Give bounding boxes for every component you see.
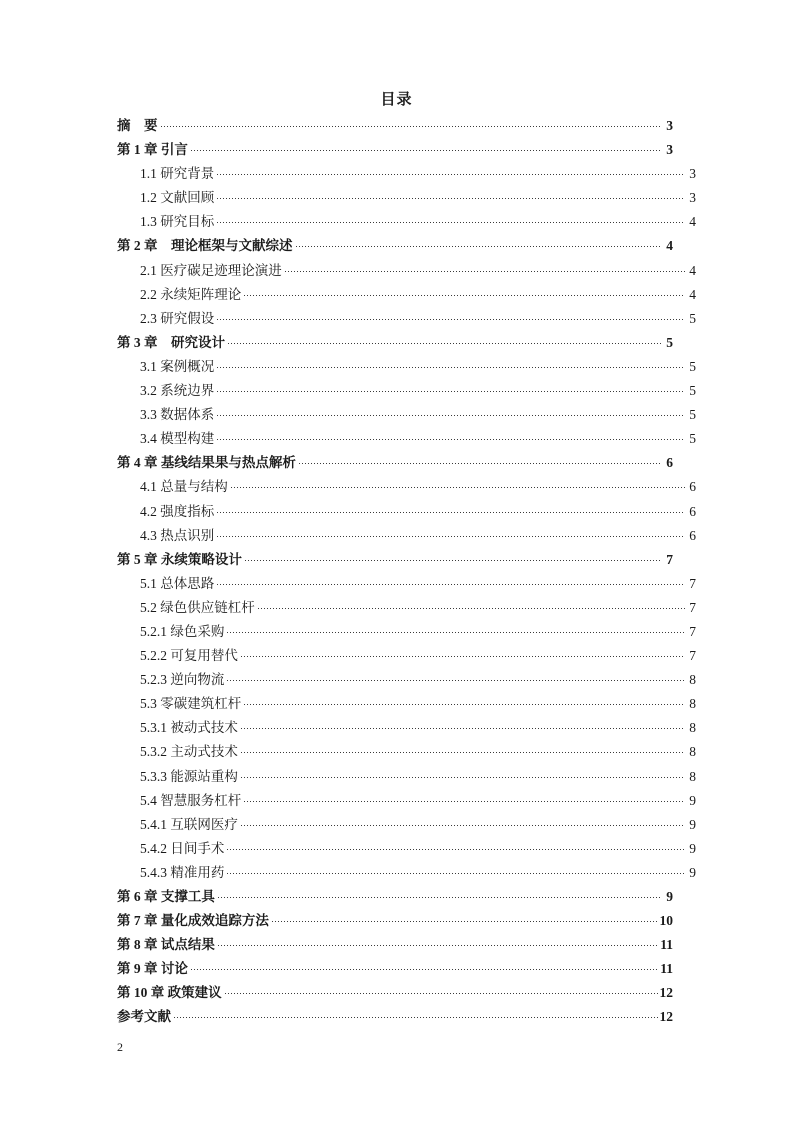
- toc-entry[interactable]: [140, 283, 696, 307]
- toc-dot-leader: [245, 560, 662, 561]
- toc-entry-page-number: 8: [689, 768, 696, 784]
- toc-dot-leader: [217, 367, 685, 368]
- toc-dot-leader: [241, 656, 685, 657]
- toc-entry[interactable]: [140, 716, 696, 740]
- toc-dot-leader: [191, 150, 662, 151]
- toc-dot-leader: [244, 295, 685, 296]
- toc-entry-page-number: 6: [689, 479, 696, 495]
- toc-entry-page-number: 5: [689, 431, 696, 447]
- toc-dot-leader: [244, 801, 685, 802]
- toc-dot-leader: [241, 777, 685, 778]
- toc-entry-label: 第 5 章 永续策略设计: [117, 551, 242, 567]
- toc-entry-page-number: 7: [666, 551, 673, 567]
- toc-entry-page-number: 8: [689, 744, 696, 760]
- toc-entry-page-number: 8: [689, 720, 696, 736]
- toc-entry[interactable]: [140, 789, 696, 813]
- toc-entry[interactable]: [140, 837, 696, 861]
- toc-dot-leader: [218, 945, 658, 946]
- toc-dot-leader: [217, 415, 685, 416]
- toc-entry[interactable]: [117, 114, 673, 138]
- page-number: 2: [117, 1040, 123, 1054]
- toc-entry[interactable]: [140, 403, 696, 427]
- toc-entry-page-number: 7: [689, 648, 696, 664]
- toc-entry[interactable]: [140, 500, 696, 524]
- toc-dot-leader: [217, 512, 685, 513]
- toc-entry[interactable]: [140, 355, 696, 379]
- toc-entry-page-number: 7: [689, 599, 696, 615]
- toc-entry[interactable]: [117, 451, 673, 475]
- toc-entry-page-number: 5: [689, 407, 696, 423]
- toc-entry-label: 3.1 案例概况: [140, 358, 215, 374]
- toc-entry-label: 参考文献: [117, 1009, 171, 1025]
- toc-dot-leader: [231, 487, 685, 488]
- toc-entry-page-number: 6: [666, 455, 673, 471]
- toc-entry-label: 5.1 总体思路: [140, 575, 215, 591]
- toc-entry-page-number: 9: [689, 840, 696, 856]
- toc-dot-leader: [191, 969, 658, 970]
- toc-entry-page-number: 8: [689, 696, 696, 712]
- toc-entry-label: 5.4.1 互联网医疗: [140, 816, 238, 832]
- toc-entry[interactable]: [140, 644, 696, 668]
- toc-entry-label: 第 3 章 研究设计: [117, 334, 225, 350]
- toc-entry-label: 1.2 文献回顾: [140, 190, 215, 206]
- toc-dot-leader: [217, 174, 685, 175]
- toc-entry-label: 5.3.2 主动式技术: [140, 744, 238, 760]
- toc-entry-page-number: 3: [666, 142, 673, 158]
- toc-entry-label: 第 9 章 讨论: [117, 961, 188, 977]
- toc-dot-leader: [161, 126, 663, 127]
- toc-entry-page-number: 11: [660, 937, 673, 953]
- toc-entry[interactable]: [117, 234, 673, 258]
- toc-entry[interactable]: [140, 186, 696, 210]
- toc-dot-leader: [241, 728, 685, 729]
- toc-dot-leader: [258, 608, 685, 609]
- toc-entry-label: 5.4.2 日间手术: [140, 840, 225, 856]
- toc-entry[interactable]: [140, 596, 696, 620]
- toc-dot-leader: [296, 246, 663, 247]
- toc-dot-leader: [285, 271, 685, 272]
- toc-entry-label: 摘 要: [117, 118, 158, 133]
- toc-dot-leader: [174, 1017, 658, 1018]
- toc-entry-page-number: 9: [689, 816, 696, 832]
- toc-entry-label: 2.2 永续矩阵理论: [140, 286, 242, 302]
- toc-entry-label: 5.3 零碳建筑杠杆: [140, 696, 242, 712]
- toc-entry-label: 第 1 章 引言: [117, 142, 188, 158]
- toc-entry-label: 第 6 章 支撑工具: [117, 889, 215, 904]
- toc-entry[interactable]: [140, 692, 696, 716]
- toc-entry-page-number: 12: [659, 1009, 673, 1025]
- toc-entry[interactable]: [117, 933, 673, 957]
- page-title: 目录: [380, 92, 413, 108]
- toc-dot-leader: [241, 825, 685, 826]
- toc-entry-label: 5.2.3 逆向物流: [140, 672, 225, 688]
- toc-dot-leader: [218, 897, 662, 898]
- toc-entry[interactable]: [140, 162, 696, 186]
- toc-entry-label: 第 4 章 基线结果果与热点解析: [117, 455, 296, 471]
- toc-dot-leader: [217, 439, 685, 440]
- toc-entry[interactable]: [140, 861, 696, 885]
- toc-entry-label: 3.3 数据体系: [140, 407, 215, 423]
- toc-entry-label: 5.3.3 能源站重构: [140, 768, 238, 784]
- toc-entry-label: 第 7 章 量化成效追踪方法: [117, 913, 269, 929]
- toc-entry-page-number: 5: [689, 383, 696, 399]
- toc-entry-page-number: 7: [689, 623, 696, 639]
- toc-entry-page-number: 3: [689, 190, 696, 206]
- toc-entry-page-number: 4: [666, 238, 673, 254]
- toc-entry-label: 5.2 绿色供应链杠杆: [140, 599, 255, 615]
- toc-entry[interactable]: [140, 210, 696, 234]
- toc-entry[interactable]: [140, 620, 696, 644]
- toc-entry-page-number: 4: [689, 286, 696, 302]
- toc-entry-label: 4.2 强度指标: [140, 503, 215, 519]
- toc-entry[interactable]: [117, 909, 673, 933]
- toc-entry-page-number: 4: [689, 262, 696, 278]
- toc-entry-label: 3.4 模型构建: [140, 431, 215, 447]
- toc-dot-leader: [272, 921, 658, 922]
- toc-entry-label: 5.4 智慧服务杠杆: [140, 792, 242, 808]
- toc-entry-page-number: 6: [689, 527, 696, 543]
- toc-dot-leader: [244, 704, 685, 705]
- toc-dot-leader: [217, 222, 685, 223]
- toc-entry[interactable]: [117, 1005, 673, 1029]
- toc-entry[interactable]: [117, 981, 673, 1005]
- toc-entry[interactable]: [140, 813, 696, 837]
- toc-entry-page-number: 9: [666, 889, 673, 904]
- toc-entry[interactable]: [140, 259, 696, 283]
- toc-entry-label: 5.2.1 绿色采购: [140, 623, 225, 639]
- toc-entry-label: 4.3 热点识别: [140, 527, 215, 543]
- toc-entry-label: 1.1 研究背景: [140, 166, 215, 182]
- toc-dot-leader: [227, 849, 685, 850]
- toc-dot-leader: [241, 752, 685, 753]
- toc-entry[interactable]: [117, 957, 673, 981]
- toc-entry-page-number: 9: [689, 792, 696, 808]
- toc-entry[interactable]: [140, 524, 696, 548]
- toc-entry-label: 5.3.1 被动式技术: [140, 720, 238, 736]
- toc-entry[interactable]: [140, 427, 696, 451]
- toc-entry-label: 5.2.2 可复用替代: [140, 648, 238, 664]
- toc-dot-leader: [228, 343, 662, 344]
- toc-entry[interactable]: [117, 885, 673, 909]
- toc-dot-leader: [299, 463, 662, 464]
- toc-entry-label: 2.3 研究假设: [140, 310, 215, 326]
- toc-dot-leader: [217, 391, 685, 392]
- toc-entry-page-number: 6: [689, 503, 696, 519]
- toc-entry[interactable]: [140, 765, 696, 789]
- toc-entry-page-number: 11: [660, 961, 673, 977]
- toc-dot-leader: [217, 198, 685, 199]
- toc-entry[interactable]: [140, 572, 696, 596]
- toc-entry[interactable]: [117, 138, 673, 162]
- toc-dot-leader: [227, 680, 685, 681]
- table-of-contents: [117, 114, 696, 1030]
- toc-entry[interactable]: [140, 307, 696, 331]
- toc-entry-page-number: 4: [689, 214, 696, 230]
- toc-dot-leader: [217, 319, 685, 320]
- toc-entry[interactable]: [140, 740, 696, 764]
- toc-entry[interactable]: [140, 475, 696, 499]
- toc-entry-label: 4.1 总量与结构: [140, 479, 228, 495]
- toc-entry-page-number: 7: [689, 575, 696, 591]
- toc-entry-page-number: 3: [689, 166, 696, 182]
- toc-entry-label: 第 10 章 政策建议: [117, 985, 222, 1001]
- toc-dot-leader: [217, 584, 685, 585]
- toc-dot-leader: [225, 993, 658, 994]
- toc-entry-label: 1.3 研究目标: [140, 214, 215, 230]
- toc-dot-leader: [227, 632, 685, 633]
- toc-entry-page-number: 12: [659, 985, 673, 1001]
- toc-entry-label: 5.4.3 精准用药: [140, 864, 225, 880]
- toc-dot-leader: [227, 873, 685, 874]
- toc-entry-page-number: 10: [659, 913, 673, 929]
- toc-entry-page-number: 8: [689, 672, 696, 688]
- toc-entry-label: 3.2 系统边界: [140, 383, 215, 399]
- toc-entry[interactable]: [140, 668, 696, 692]
- toc-entry-label: 第 8 章 试点结果: [117, 937, 215, 953]
- toc-entry-label: 2.1 医疗碳足迹理论演进: [140, 262, 282, 278]
- toc-entry[interactable]: [117, 548, 673, 572]
- toc-entry-page-number: 5: [666, 334, 673, 350]
- toc-dot-leader: [217, 536, 685, 537]
- toc-entry[interactable]: [140, 379, 696, 403]
- toc-entry-page-number: 5: [689, 358, 696, 374]
- toc-entry-page-number: 5: [689, 310, 696, 326]
- toc-entry-page-number: 9: [689, 864, 696, 880]
- toc-entry-page-number: 3: [666, 118, 673, 133]
- toc-entry-label: 第 2 章 理论框架与文献综述: [117, 238, 293, 254]
- toc-entry[interactable]: [117, 331, 673, 355]
